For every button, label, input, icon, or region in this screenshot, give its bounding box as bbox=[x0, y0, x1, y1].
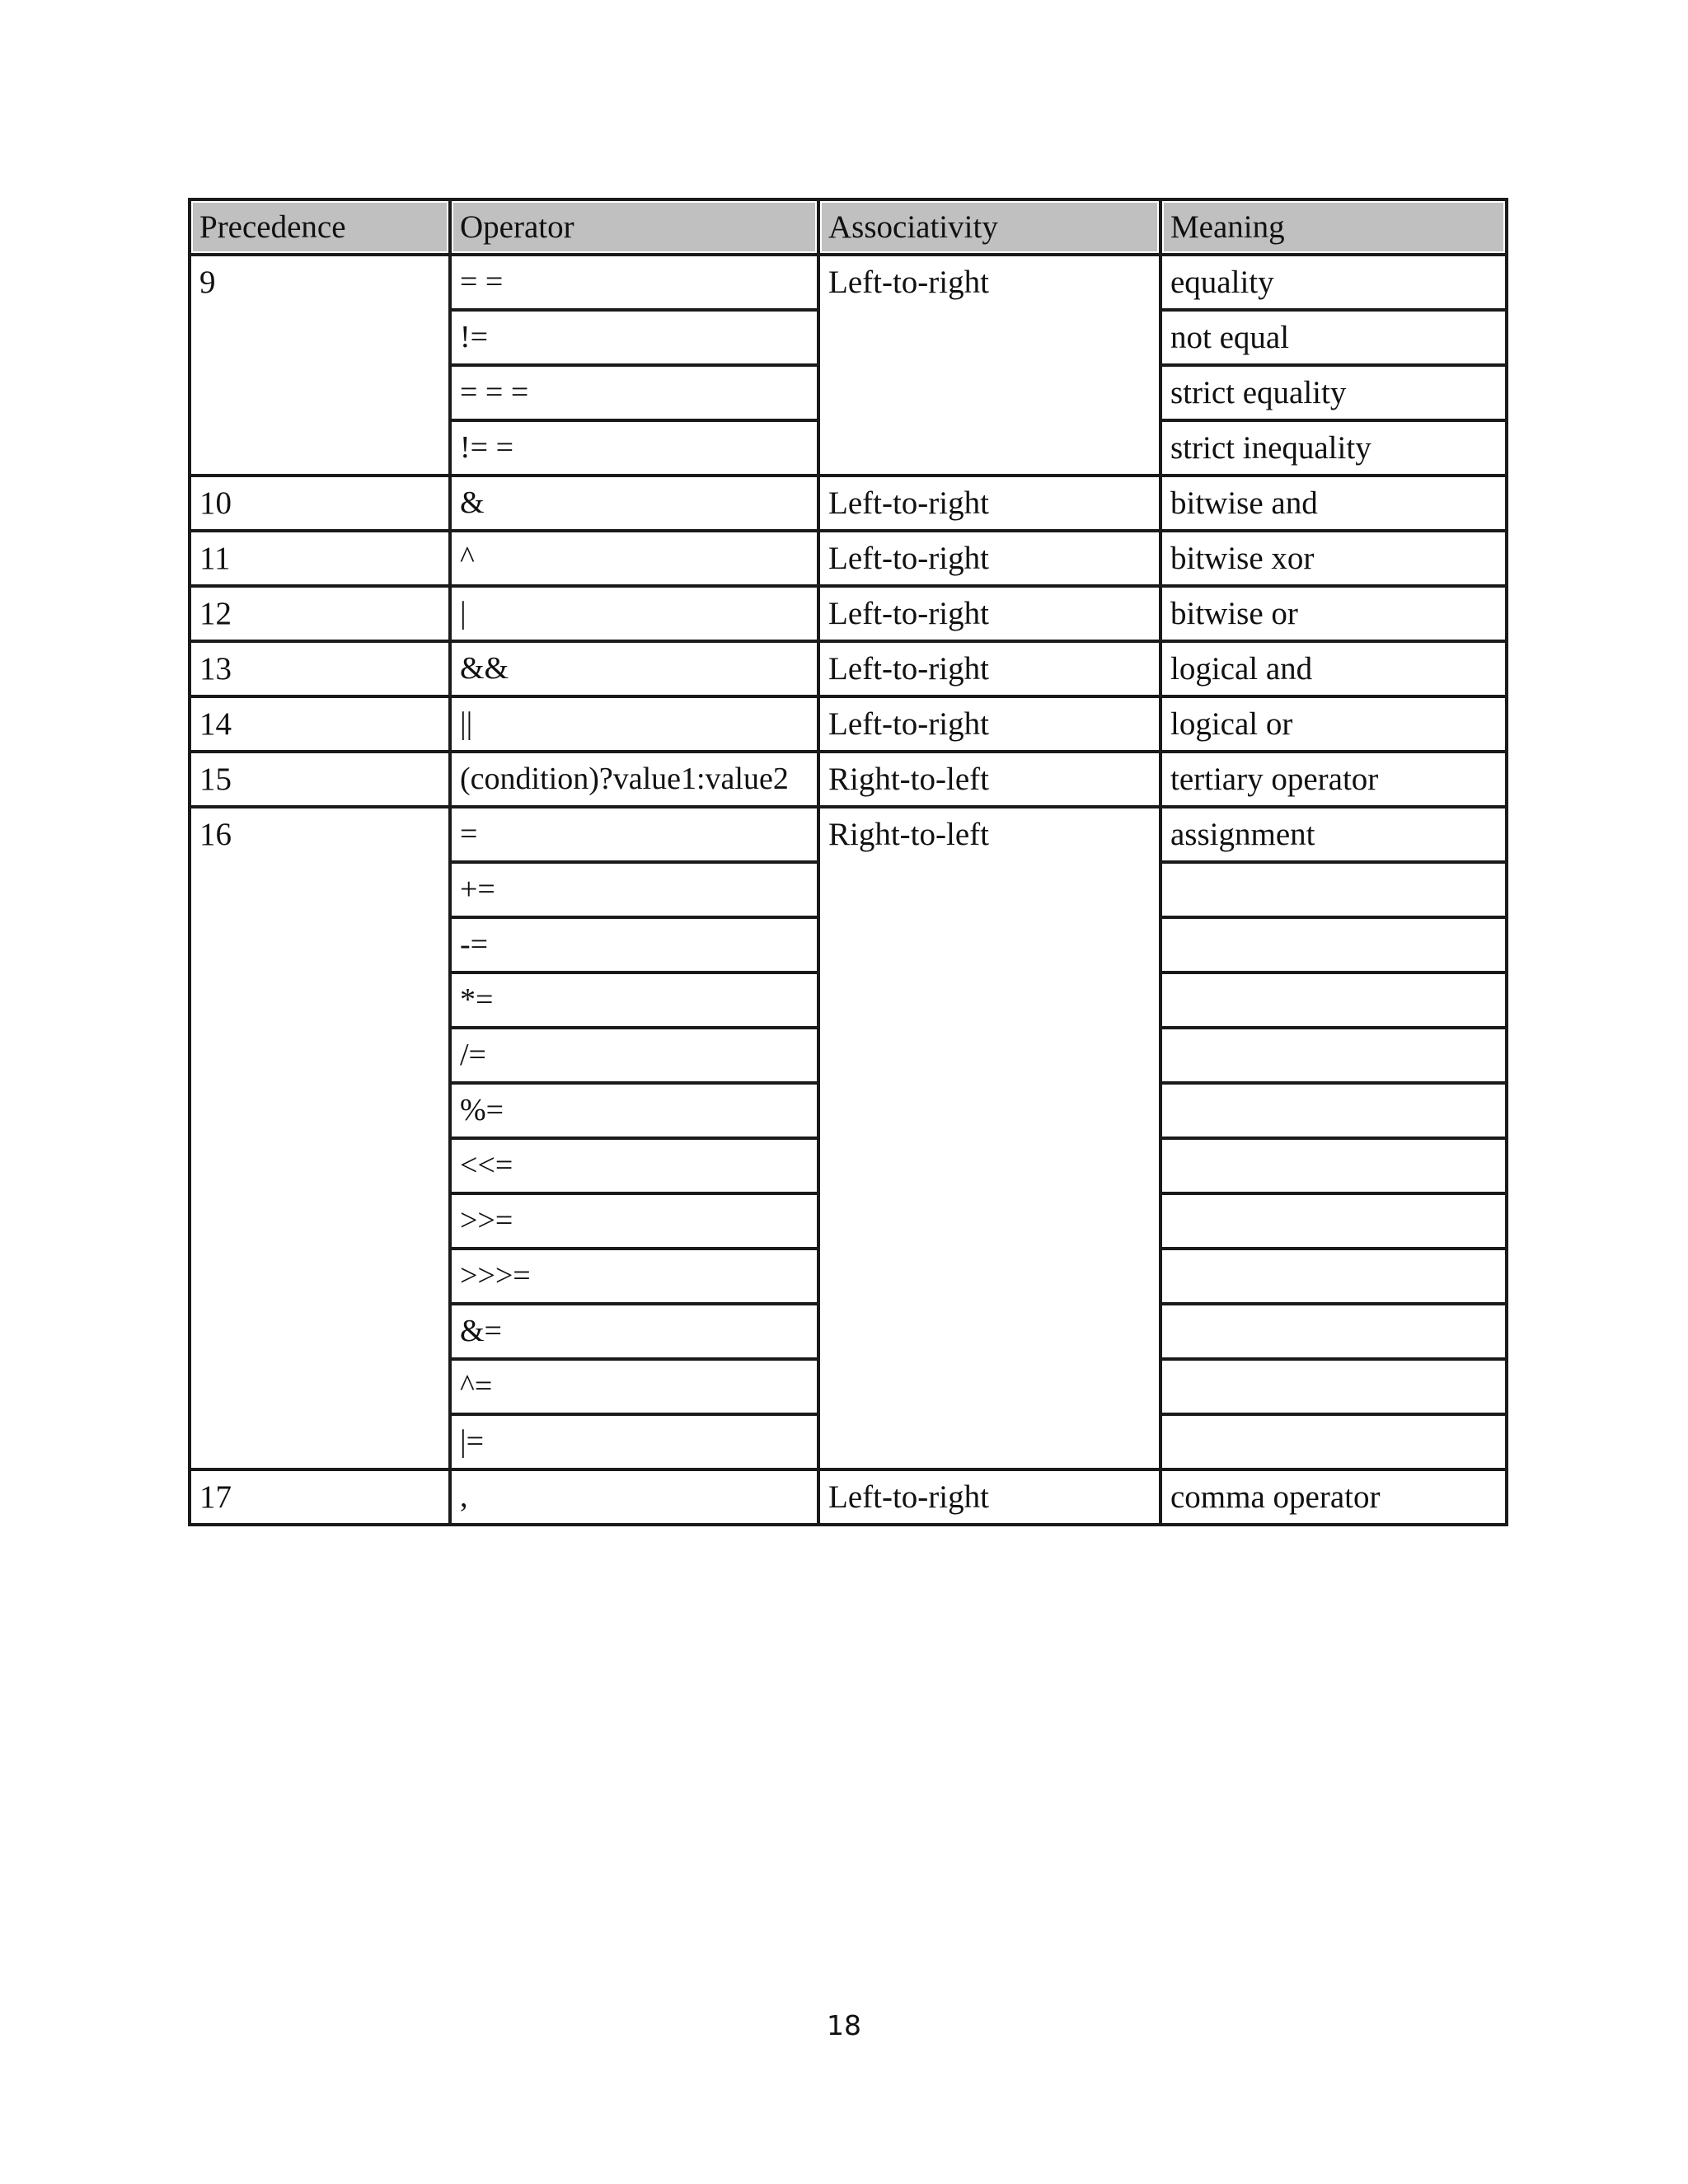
precedence-cell: 11 bbox=[190, 531, 450, 586]
meaning-cell: bitwise or bbox=[1160, 586, 1507, 641]
table-row bbox=[190, 641, 1507, 696]
precedence-cell: 13 bbox=[190, 641, 450, 696]
associativity-cell: Left-to-right bbox=[818, 696, 1160, 752]
meaning-cell bbox=[1160, 1249, 1507, 1304]
meaning-cell: equality bbox=[1160, 255, 1507, 310]
meaning-cell bbox=[1160, 1028, 1507, 1083]
table-row bbox=[190, 586, 1507, 641]
meaning-cell bbox=[1160, 1138, 1507, 1193]
operator-cell: & bbox=[450, 476, 818, 531]
operator-cell: = = bbox=[450, 255, 818, 310]
table-row bbox=[190, 476, 1507, 531]
operator-cell: >>= bbox=[450, 1193, 818, 1249]
operator-cell: += bbox=[450, 862, 818, 917]
operator-cell: %= bbox=[450, 1083, 818, 1138]
precedence-cell: 14 bbox=[190, 696, 450, 752]
meaning-cell: strict equality bbox=[1160, 365, 1507, 420]
precedence-cell: 10 bbox=[190, 476, 450, 531]
operator-cell: | bbox=[450, 586, 818, 641]
operator-cell: /= bbox=[450, 1028, 818, 1083]
operator-cell: || bbox=[450, 696, 818, 752]
page-number: 18 bbox=[827, 2009, 861, 2041]
header-meaning: Meaning bbox=[1160, 199, 1507, 255]
meaning-cell: tertiary operator bbox=[1160, 752, 1507, 807]
table-body bbox=[190, 255, 1507, 1525]
precedence-cell: 12 bbox=[190, 586, 450, 641]
operator-cell: != = bbox=[450, 420, 818, 476]
meaning-cell: logical or bbox=[1160, 696, 1507, 752]
operator-cell: && bbox=[450, 641, 818, 696]
operator-cell: <<= bbox=[450, 1138, 818, 1193]
operator-cell: , bbox=[450, 1469, 818, 1525]
precedence-cell: 15 bbox=[190, 752, 450, 807]
operator-cell: (condition)?value1:value2 bbox=[450, 752, 818, 807]
operator-precedence-table bbox=[188, 198, 1508, 1526]
operator-cell: ^ bbox=[450, 531, 818, 586]
operator-cell: = = = bbox=[450, 365, 818, 420]
table-row bbox=[190, 696, 1507, 752]
associativity-cell: Left-to-right bbox=[818, 476, 1160, 531]
operator-precedence-table-container bbox=[188, 198, 1505, 1526]
associativity-cell: Left-to-right bbox=[818, 255, 1160, 476]
associativity-cell: Left-to-right bbox=[818, 531, 1160, 586]
table-header-row bbox=[190, 199, 1507, 255]
meaning-cell: assignment bbox=[1160, 807, 1507, 862]
header-associativity: Associativity bbox=[818, 199, 1160, 255]
table-row bbox=[190, 807, 1507, 862]
meaning-cell bbox=[1160, 1359, 1507, 1414]
operator-cell: >>>= bbox=[450, 1249, 818, 1304]
header-precedence: Precedence bbox=[190, 199, 450, 255]
meaning-cell: not equal bbox=[1160, 310, 1507, 365]
meaning-cell bbox=[1160, 1414, 1507, 1469]
meaning-cell bbox=[1160, 1304, 1507, 1359]
meaning-cell: strict inequality bbox=[1160, 420, 1507, 476]
meaning-cell bbox=[1160, 1193, 1507, 1249]
operator-cell: ^= bbox=[450, 1359, 818, 1414]
header-operator: Operator bbox=[450, 199, 818, 255]
table-row bbox=[190, 531, 1507, 586]
meaning-cell: comma operator bbox=[1160, 1469, 1507, 1525]
precedence-cell: 9 bbox=[190, 255, 450, 476]
associativity-cell: Left-to-right bbox=[818, 586, 1160, 641]
operator-cell: *= bbox=[450, 972, 818, 1028]
operator-cell: -= bbox=[450, 917, 818, 972]
associativity-cell: Left-to-right bbox=[818, 641, 1160, 696]
table-row bbox=[190, 255, 1507, 310]
operator-cell: |= bbox=[450, 1414, 818, 1469]
meaning-cell bbox=[1160, 1083, 1507, 1138]
associativity-cell: Right-to-left bbox=[818, 752, 1160, 807]
meaning-cell: bitwise xor bbox=[1160, 531, 1507, 586]
operator-cell: = bbox=[450, 807, 818, 862]
meaning-cell: bitwise and bbox=[1160, 476, 1507, 531]
operator-cell: &= bbox=[450, 1304, 818, 1359]
precedence-cell: 17 bbox=[190, 1469, 450, 1525]
meaning-cell: logical and bbox=[1160, 641, 1507, 696]
precedence-cell: 16 bbox=[190, 807, 450, 1469]
meaning-cell bbox=[1160, 862, 1507, 917]
table-row bbox=[190, 1469, 1507, 1525]
meaning-cell bbox=[1160, 917, 1507, 972]
operator-cell: != bbox=[450, 310, 818, 365]
associativity-cell: Left-to-right bbox=[818, 1469, 1160, 1525]
table-row bbox=[190, 752, 1507, 807]
associativity-cell: Right-to-left bbox=[818, 807, 1160, 1469]
meaning-cell bbox=[1160, 972, 1507, 1028]
